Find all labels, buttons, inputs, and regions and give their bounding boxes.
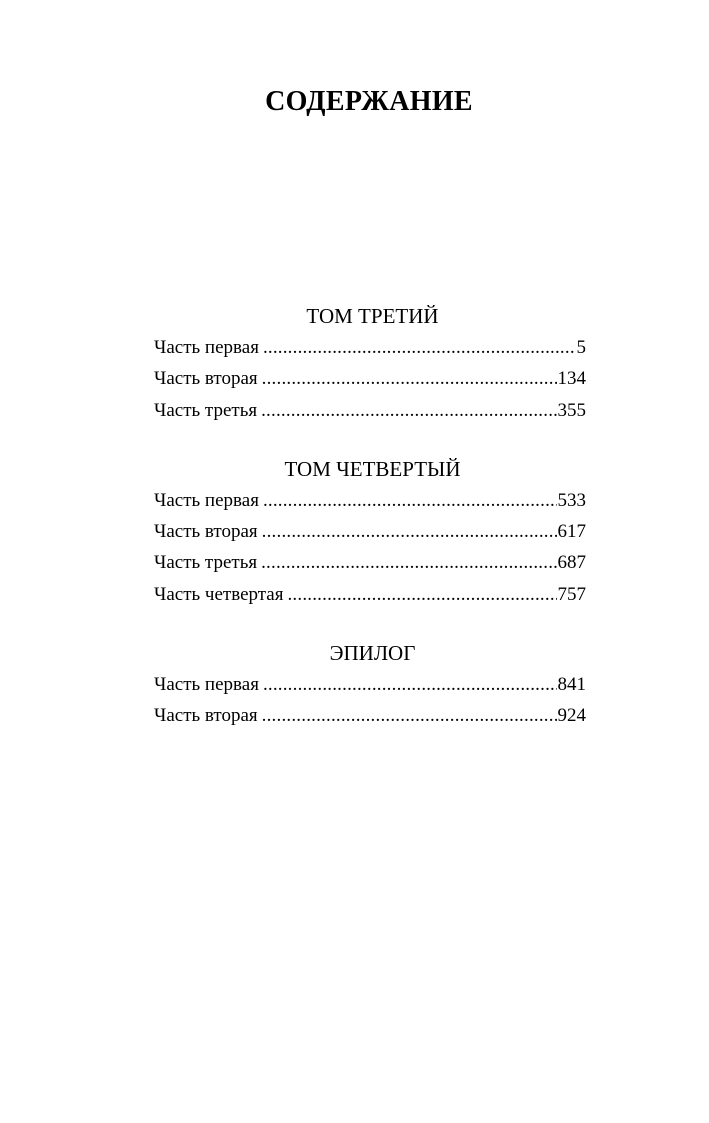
toc-entry-title: Часть вторая — [154, 521, 258, 543]
page-title: СОДЕРЖАНИЕ — [265, 86, 473, 117]
toc-entry-page: 134 — [557, 368, 586, 390]
dot-leader — [262, 363, 557, 394]
toc-entry[interactable] — [154, 669, 586, 700]
toc-entry-title: Часть вторая — [154, 705, 258, 727]
toc-entry-page: 617 — [557, 521, 586, 543]
toc-entry-page: 5 — [576, 337, 586, 358]
toc-entry-title: Часть третья — [154, 552, 258, 574]
dot-leader — [261, 395, 556, 426]
section-heading: ЭПИЛОГ — [329, 641, 416, 666]
toc-entry-page: 355 — [557, 399, 586, 421]
toc-entry[interactable] — [154, 547, 586, 578]
toc-entry-title: Часть первая — [154, 674, 259, 696]
toc-entry-title: Часть третья — [154, 399, 258, 421]
toc-entry[interactable] — [154, 485, 586, 516]
dot-leader — [263, 332, 576, 363]
toc-entry-page: 924 — [557, 705, 586, 727]
toc-entry-page: 687 — [557, 552, 586, 574]
toc-entry-page: 757 — [557, 583, 586, 605]
toc-section-volume-three — [154, 300, 586, 426]
toc-entry-page: 533 — [557, 489, 586, 511]
toc-entry[interactable] — [154, 579, 586, 610]
toc-entry[interactable] — [154, 516, 586, 547]
dot-leader — [263, 669, 557, 700]
toc-entry-title: Часть четвертая — [154, 583, 284, 605]
toc-entry-page: 841 — [557, 674, 586, 696]
toc-entry[interactable] — [154, 395, 586, 426]
dot-leader — [287, 579, 556, 610]
toc-entry-title: Часть первая — [154, 489, 259, 511]
dot-leader — [261, 547, 556, 578]
toc-entry[interactable] — [154, 363, 586, 394]
toc-entry-title: Часть вторая — [154, 368, 258, 390]
dot-leader — [262, 516, 557, 547]
toc-section-epilogue — [154, 637, 586, 732]
dot-leader — [263, 485, 557, 516]
toc-entry-title: Часть первая — [154, 337, 259, 358]
table-of-contents — [154, 300, 586, 759]
dot-leader — [262, 700, 557, 731]
section-heading: ТОМ ТРЕТИЙ — [306, 304, 439, 328]
toc-section-volume-four — [154, 453, 586, 610]
section-heading: ТОМ ЧЕТВЕРТЫЙ — [284, 456, 461, 481]
toc-entry[interactable] — [154, 332, 586, 363]
toc-entry[interactable] — [154, 700, 586, 731]
